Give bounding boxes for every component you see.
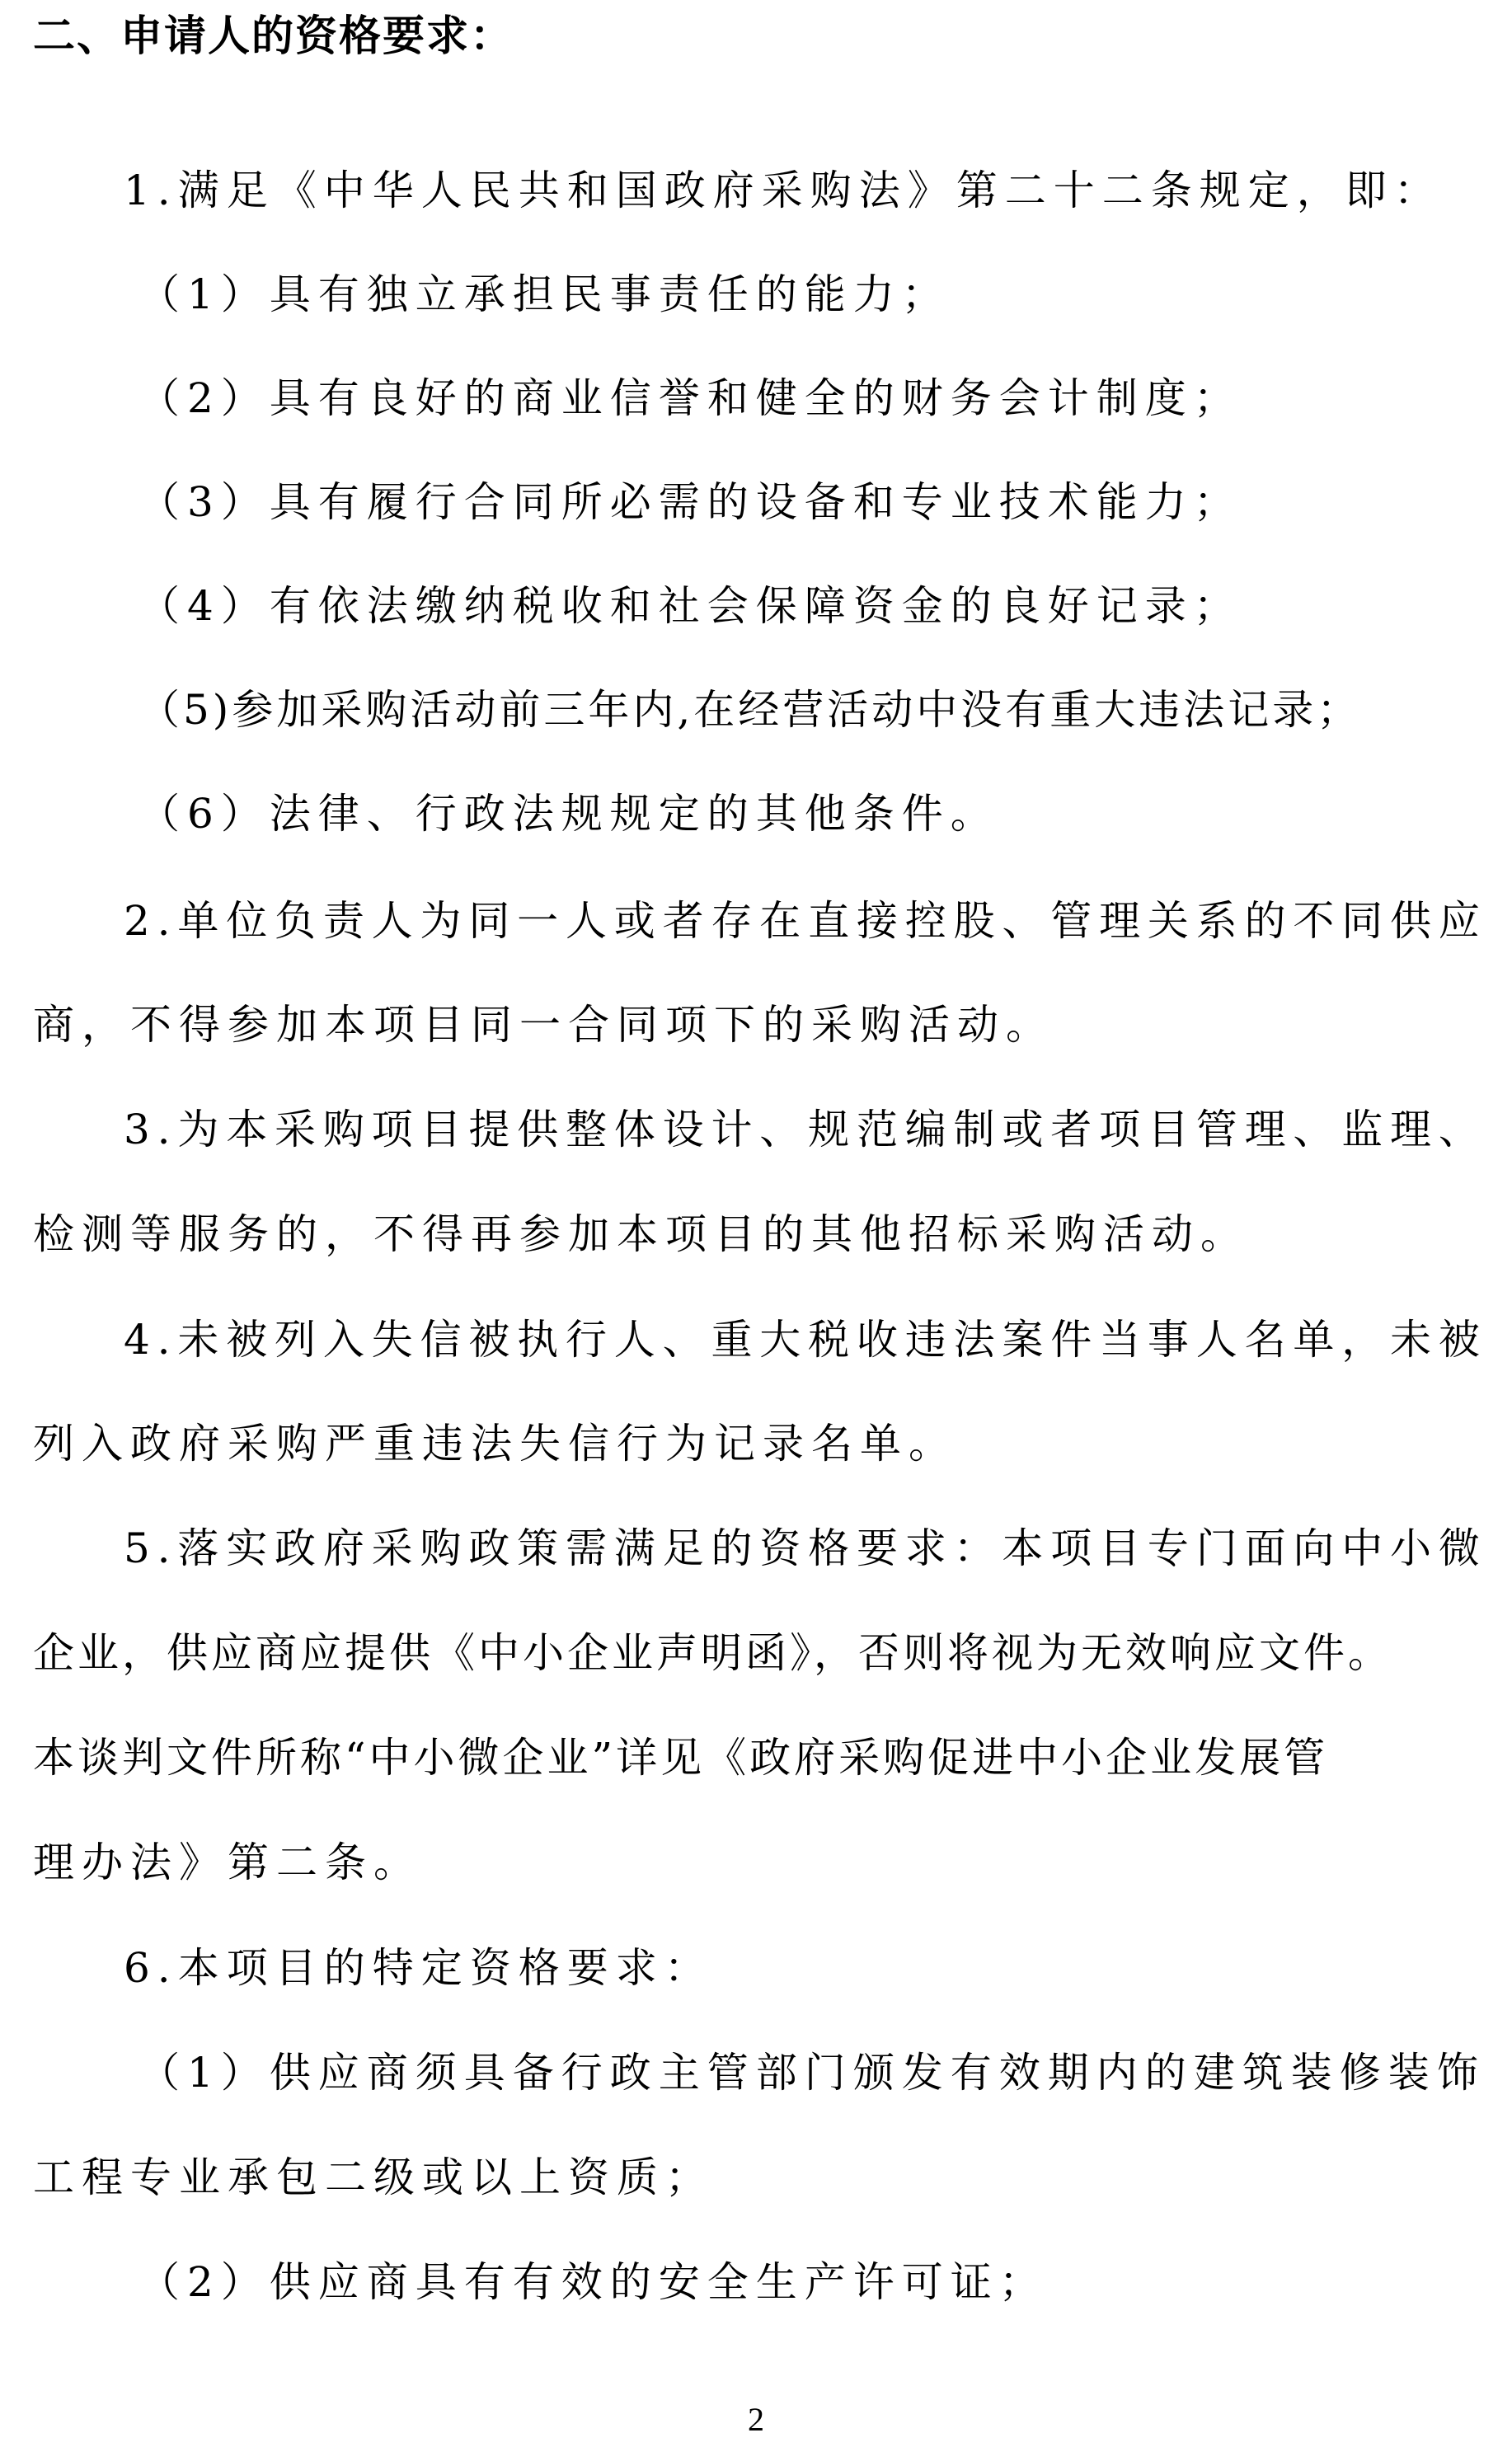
clause-4-line-1: 4.未被列入失信被执行人、重大税收违法案件当事人名单，未被 [124, 1316, 1487, 1364]
page-number: 2 [748, 2401, 764, 2438]
clause-1-item-1: （1）具有独立承担民事责任的能力； [139, 270, 951, 318]
clause-1-item-4: （4）有依法缴纳税收和社会保障资金的良好记录； [139, 582, 1242, 630]
clause-4-line-2: 列入政府采购严重违法失信行为记录名单。 [33, 1420, 957, 1468]
clause-5-line-4: 理办法》第二条。 [33, 1839, 422, 1886]
clause-1-item-5: （5)参加采购活动前三年内,在经营活动中没有重大违法记录； [139, 686, 1362, 734]
clause-3-line-2: 检测等服务的，不得再参加本项目的其他招标采购活动。 [33, 1210, 1249, 1258]
section-heading: 二、申请人的资格要求： [33, 12, 514, 61]
clause-1-item-2: （2）具有良好的商业信誉和健全的财务会计制度； [139, 374, 1242, 422]
clause-6-item-1-line-2: 工程专业承包二级或以上资质； [33, 2153, 714, 2201]
clause-5-line-2: 企业，供应商应提供《中小企业声明函》，否则将视为无效响应文件。 [33, 1629, 1392, 1677]
clause-6-intro: 6.本项目的特定资格要求： [124, 1944, 713, 1992]
clause-3-line-1: 3.为本采购项目提供整体设计、规范编制或者项目管理、监理、 [124, 1106, 1487, 1153]
clause-5-line-3: 本谈判文件所称“中小微企业”详见《政府采购促进中小企业发展管 [33, 1734, 1329, 1782]
clause-6-item-1-line-1: （1）供应商须具备行政主管部门颁发有效期内的建筑装修装饰 [139, 2049, 1486, 2097]
clause-6-item-2: （2）供应商具有有效的安全生产许可证； [139, 2258, 1048, 2306]
clause-1-item-3: （3）具有履行合同所必需的设备和专业技术能力； [139, 478, 1242, 526]
clause-2-line-2: 商，不得参加本项目同一合同项下的采购活动。 [33, 1001, 1054, 1049]
clause-1-item-6: （6）法律、行政法规规定的其他条件。 [139, 790, 999, 838]
clause-2-line-1: 2.单位负责人为同一人或者存在直接控股、管理关系的不同供应 [124, 897, 1487, 945]
clause-1-intro: 1.满足《中华人民共和国政府采购法》第二十二条规定，即： [124, 167, 1443, 214]
clause-5-line-1: 5.落实政府采购政策需满足的资格要求：本项目专门面向中小微 [124, 1524, 1487, 1572]
